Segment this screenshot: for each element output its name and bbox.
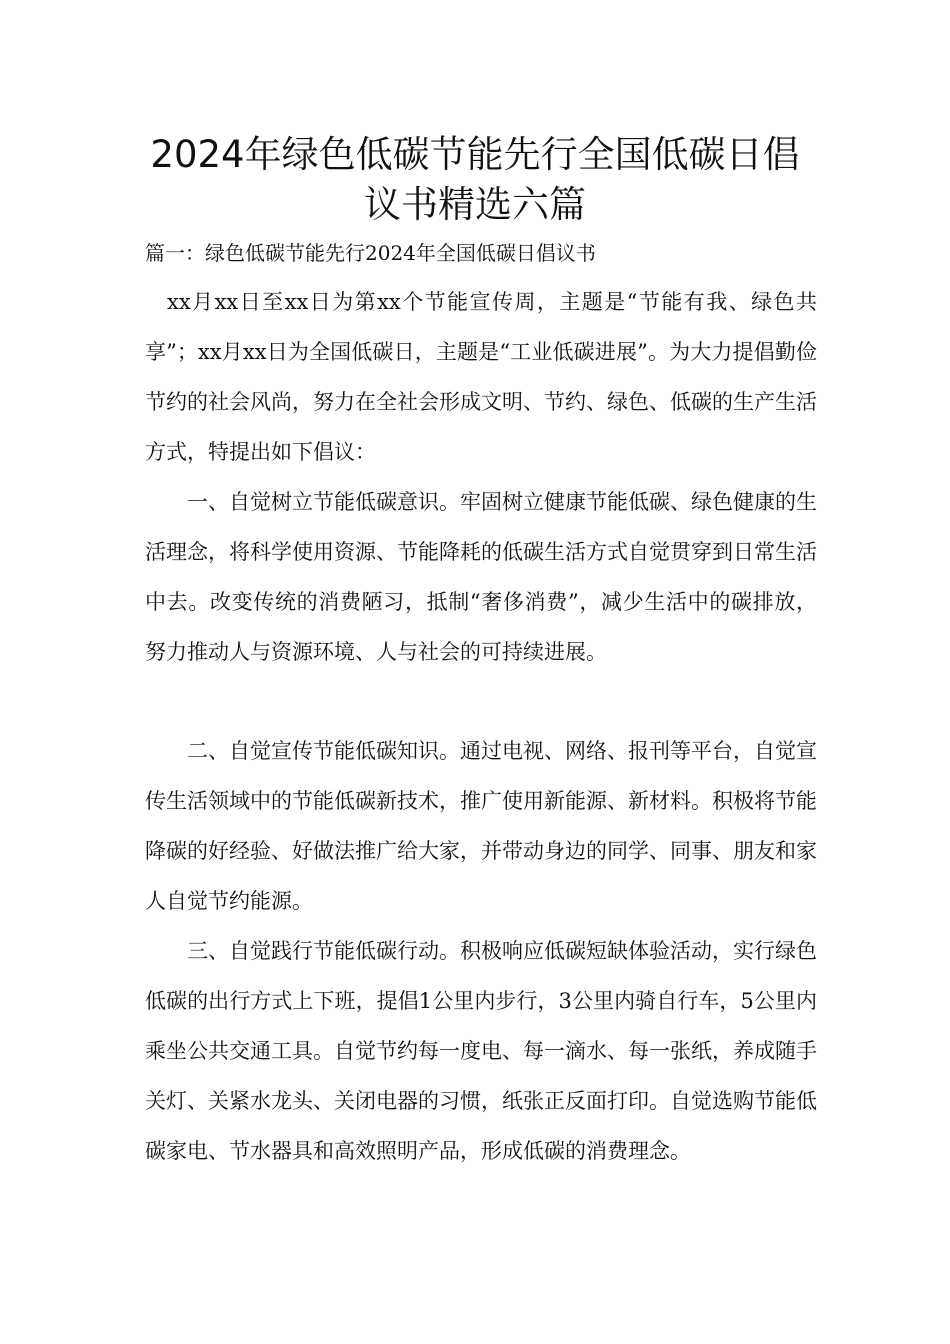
intro-paragraph: xx月xx日至xx日为第xx个节能宣传周，主题是“节能有我、绿色共享”；xx月xx日为全国低碳日，主题是“工业低碳进展”。为大力提倡勤俭节约的社会风尚，努力在全社会形成文明、节约、绿色、低碳的生产生活方式，特提出如下倡议：: [145, 290, 817, 464]
document-title-line-1: 2024年绿色低碳节能先行全国低碳日倡: [150, 133, 800, 176]
section-heading: 篇一：绿色低碳节能先行2024年全国低碳日倡议书: [145, 241, 596, 265]
document-title-line-2: 议书精选六篇: [364, 183, 586, 226]
proposal-paragraph-3: 三、自觉践行节能低碳行动。积极响应低碳短缺体验活动，实行绿色低碳的出行方式上下班，提倡1公里内步行，3公里内骑自行车，5公里内乘坐公共交通工具。自觉节约每一度电、每一滴水、每一张纸，养成随手关灯、关紧水龙头、关闭电器的习惯，纸张正反面打印。自觉选购节能低碳家电、节水器具和高效照明产品，形成低碳的消费理念。: [145, 939, 817, 1163]
proposal-paragraph-1: 一、自觉树立节能低碳意识。牢固树立健康节能低碳、绿色健康的生活理念，将科学使用资源、节能降耗的低碳生活方式自觉贯穿到日常生活中去。改变传统的消费陋习，抵制“奢侈消费”，减少生活中的碳排放，努力推动人与资源环境、人与社会的可持续进展。: [145, 490, 817, 664]
proposal-paragraph-2: 二、自觉宣传节能低碳知识。通过电视、网络、报刊等平台，自觉宣传生活领域中的节能低碳新技术，推广使用新能源、新材料。积极将节能降碳的好经验、好做法推广给大家，并带动身边的同学、同事、朋友和家人自觉节约能源。: [145, 739, 817, 913]
